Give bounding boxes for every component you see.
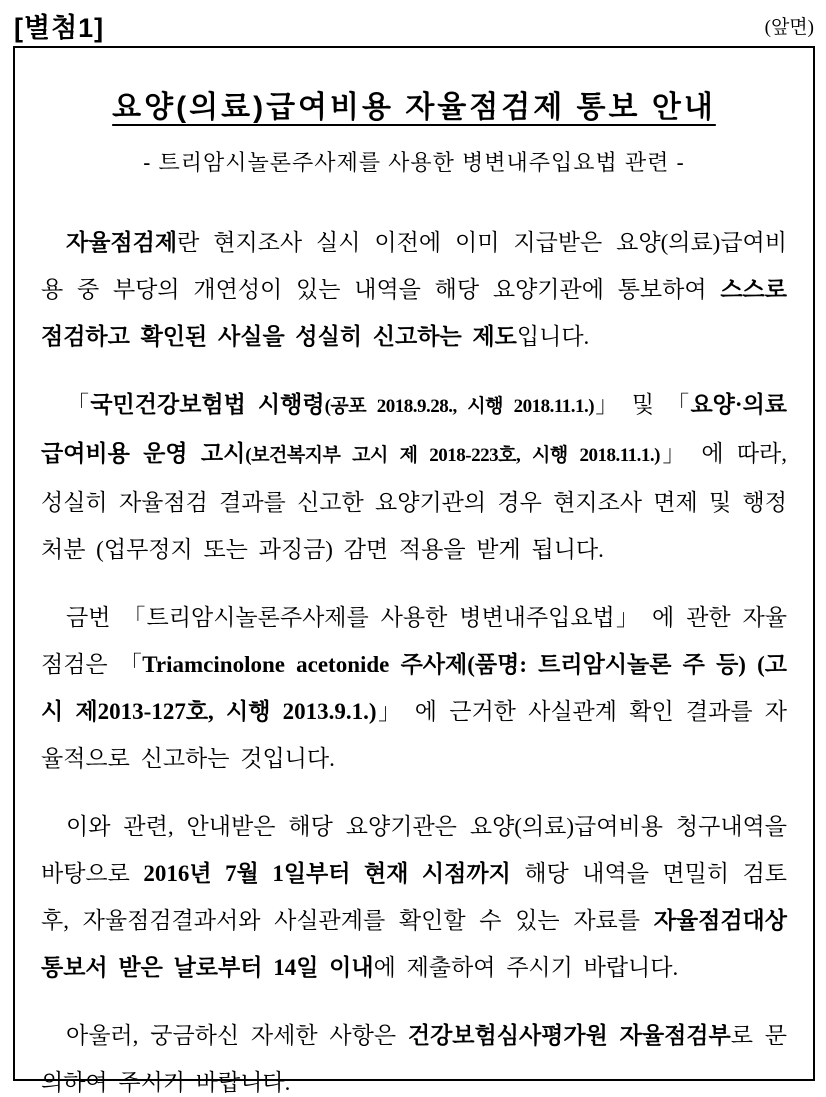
notice-subtitle: - 트리암시놀론주사제를 사용한 병변내주입요법 관련 - (143, 150, 685, 175)
text-run: 」 에 따라, 성실히 자율점검 결과를 신고한 요양기관의 경우 현지조사 면제 및 행정처분 (업무정지 또는 과징금) 감면 적용을 받게 됩니다. (41, 441, 788, 562)
text-run: 」 및 「 (594, 392, 691, 417)
text-run: 자율점검제 (66, 230, 178, 255)
text-run: 자율점검대상 통보서 받은 날로부터 14일 이내 (41, 908, 787, 980)
paragraph (41, 219, 787, 360)
text-run: 「 (66, 392, 91, 417)
text-run: 입니다. (516, 324, 590, 349)
text-run: 요양·의료 급여비용 운영 고시 (41, 392, 788, 466)
paragraph (41, 594, 787, 782)
text-run: 로 문의하여 주시기 바랍니다. (41, 1023, 787, 1095)
text-run: (공포 2018.9.28., 시행 2018.11.1.) (324, 396, 595, 417)
text-run: 건강보험심사평가원 자율점검부 (407, 1023, 731, 1048)
text-run: 해당 내역을 면밀히 검토 후, 자율점검결과서와 사실관계를 확인할 수 있는 자료를 (41, 861, 788, 933)
side-label: (앞면) (764, 17, 814, 38)
paragraph (41, 803, 787, 991)
notice-body (41, 219, 787, 1097)
text-run: (보건복지부 고시 제 2018-223호, 시행 2018.11.1.) (245, 445, 660, 466)
text-run: 」 에 근거한 사실관계 확인 결과를 자율적으로 신고하는 것입니다. (41, 699, 787, 771)
text-run: Triamcinolone acetonide 주사제(품명: 트리암시놀론 주 등) (고시 제2013-127호, 시행 2013.9.1.) (41, 652, 788, 724)
text-run: 아울러, 궁금하신 자세한 사항은 (66, 1023, 408, 1048)
paragraph (41, 381, 787, 573)
text-run: 이와 관련, 안내받은 해당 요양기관은 요양(의료)급여비용 청구내역을 바탕으로 (41, 814, 787, 886)
text-run: 에 제출하여 주시기 바랍니다. (373, 955, 679, 980)
notice-box (13, 46, 815, 1095)
paragraph (41, 1012, 787, 1097)
notice-title: 요양(의료)급여비용 자율점검제 통보 안내 (112, 91, 716, 124)
page-header (14, 6, 814, 45)
text-run: 국민건강보험법 시행령 (90, 392, 325, 417)
text-run: 란 현지조사 실시 이전에 이미 지급받은 요양(의료)급여비용 중 부당의 개연성이 있는 내역을 해당 요양기관에 통보하여 (41, 230, 787, 302)
text-run: 금번 「트리암시놀론주사제를 사용한 병변내주입요법」 에 관한 자율점검은 「 (41, 605, 787, 677)
attachment-label: [별첨1] (14, 13, 105, 43)
text-run: 2016년 7월 1일부터 현재 시점까지 (143, 861, 511, 886)
text-run: 스스로 점검하고 확인된 사실을 성실히 신고하는 제도 (41, 277, 787, 349)
